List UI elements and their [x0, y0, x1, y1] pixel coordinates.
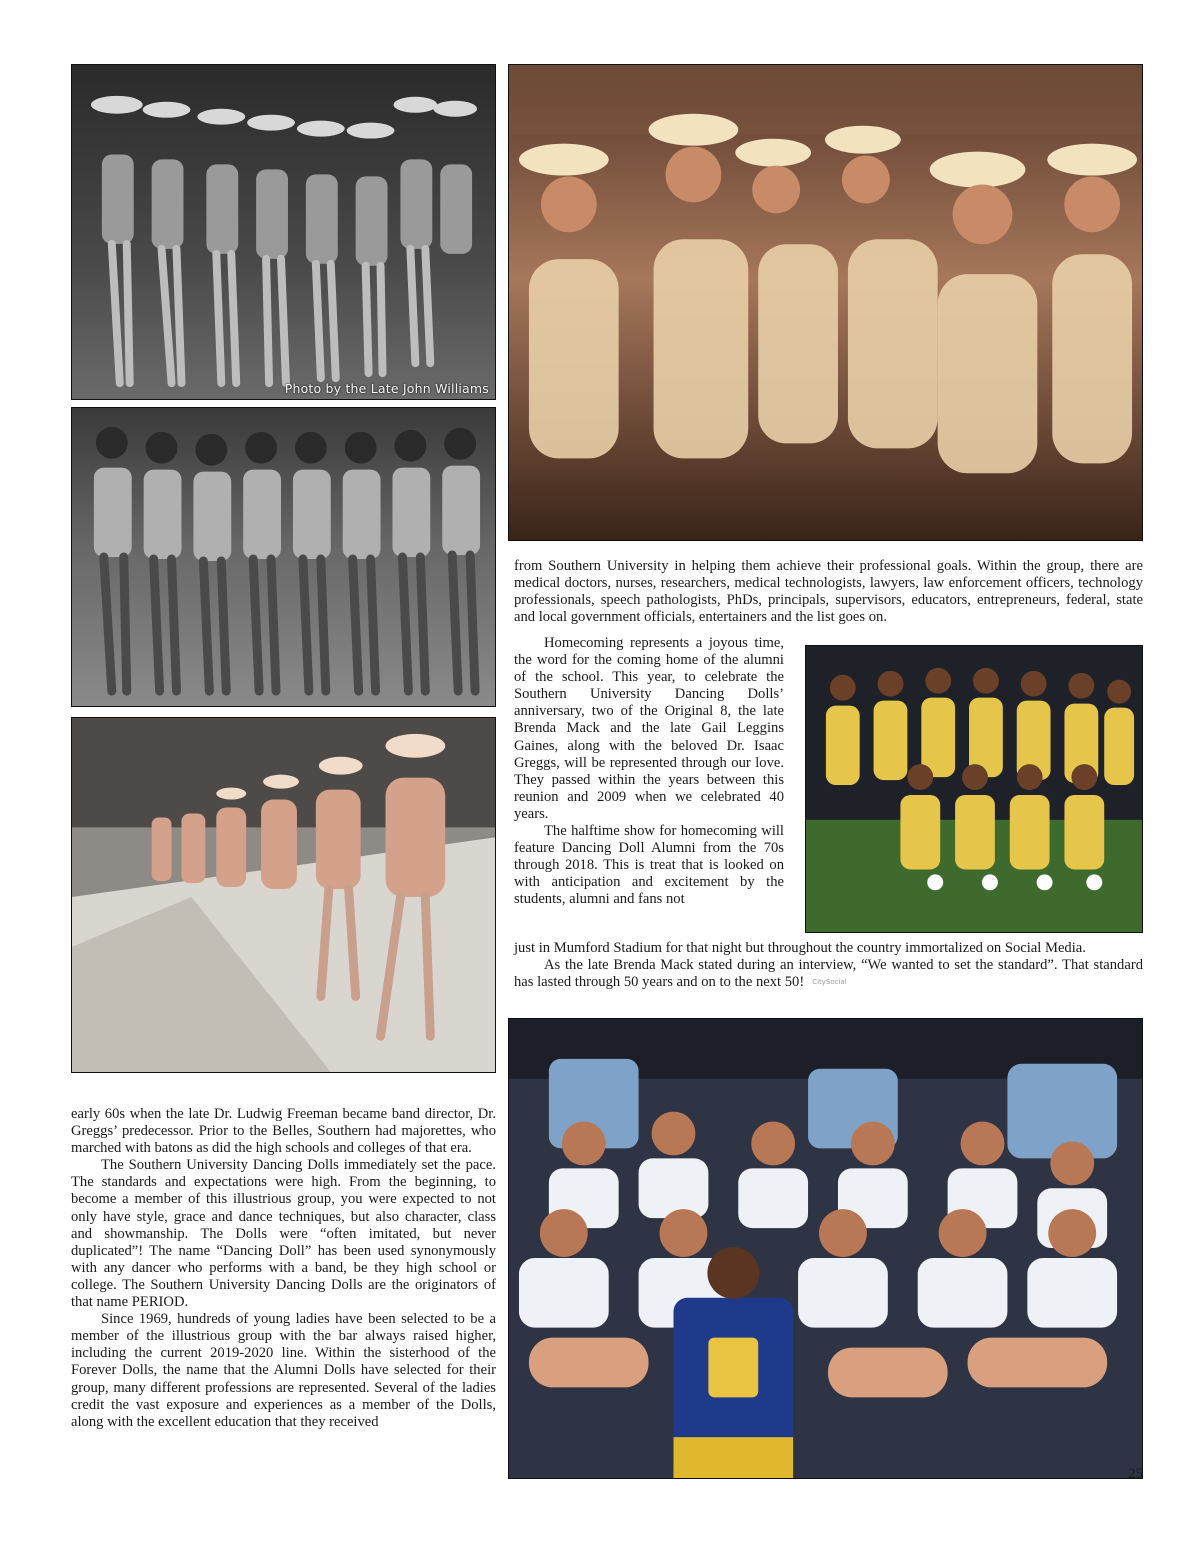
photo-dancers-fringe-bw [71, 407, 496, 707]
paragraph-text: As the late Brenda Mack stated during an interview, “We wanted to set the standard”. That standard has lasted through 50 years and on to the next 50! [514, 957, 1143, 991]
paragraph: Since 1969, hundreds of young ladies have been selected to be a member of the illustrious group with the bar always raised higher, including the current 2019-2020 line. Within the sisterhood of the Forever Dolls, the name that the Alumni Dolls have selected for their group, many different professions are represented. Several of the ladies credit the vast exposure and experiences as a member of the Dolls, along with the excellent education that they received [71, 1311, 496, 1430]
photo-dancers-sepia [508, 64, 1143, 541]
paragraph: The Southern University Dancing Dolls immediately set the pace. The standards and expectations were high. From the beginning, to become a member of this illustrious group, you were expected to not only have style, grace and dance techniques, but also character, class and showmanship. The Dolls were “often imitated, but never duplicated”! The name “Dancing Doll” has been used synonymously with any dancer who performs with a band, be they high school or college. The Southern University Dancing Dolls are the originators of that name PERIOD. [71, 1157, 496, 1311]
paragraph: The halftime show for homecoming will feature Dancing Doll Alumni from the 70s through 2018. This is treat that is looked on with anticipation and excitement by the students, alumni and fans not [514, 823, 784, 908]
paragraph: from Southern University in helping them achieve their professional goals. Within the group, there are medical doctors, nurses, researchers, medical technologists, lawyers, law enforcement officers, technology professionals, speech pathologists, PhDs, principals, supervisors, educators, entrepreneurs, federal, state and local government officials, entertainers and the list goes on. [514, 558, 1143, 626]
text-block-right-narrow [514, 635, 784, 909]
paragraph: just in Mumford Stadium for that night but throughout the country immortalized on Social Media. [514, 940, 1086, 956]
paragraph [514, 957, 1143, 991]
text-block-right-top [514, 558, 1143, 626]
photo-dancers-gold-group [805, 645, 1143, 933]
photo-dancers-with-band [508, 1018, 1143, 1479]
photo-dancers-hats-bw [71, 64, 496, 400]
text-block-left-bottom [71, 1106, 496, 1431]
paragraph: early 60s when the late Dr. Ludwig Freeman became band director, Dr. Greggs’ predecessor. Prior to the Belles, Southern had majorettes, who marched with batons as did the high schools and colleges of that era. [71, 1106, 496, 1157]
watermark-logo: CitySocial [812, 978, 847, 987]
page-number: 25 [1128, 1466, 1143, 1482]
paragraph: Homecoming represents a joyous time, the word for the coming home of the alumni of the school. This year, to celebrate the Southern University Dancing Dolls’ anniversary, two of the Original 8, the late Brenda Mack and the late Gail Leggins Gaines, along with the beloved Dr. Isaac Greggs, will be represented through our love. They passed within the years between this reunion and 2009 when we celebrated 40 years. [514, 635, 784, 822]
text-block-right-wide [514, 940, 1143, 991]
photo-dancers-field-color [71, 717, 496, 1073]
photo-credit: Photo by the Late John Williams [284, 381, 489, 396]
